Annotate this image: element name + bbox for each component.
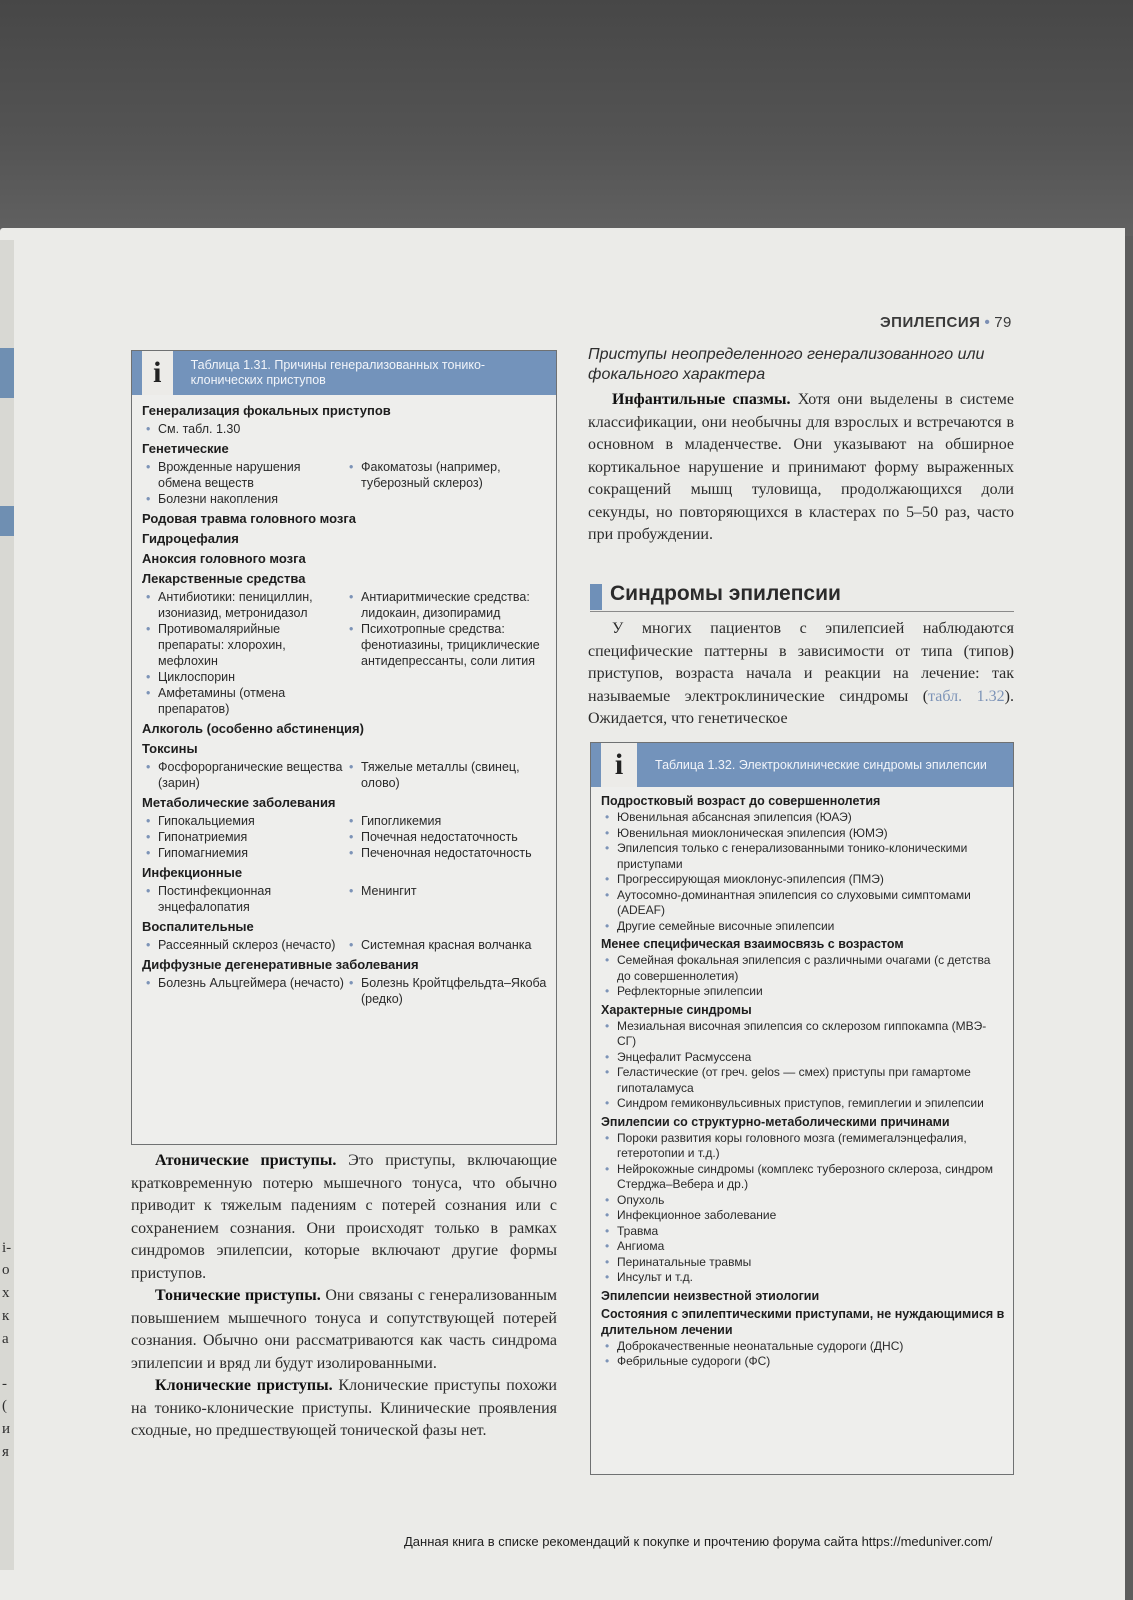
footer-note: Данная книга в списке рекомендаций к покупке и прочтению форума сайта https://meduniver.com/	[404, 1534, 993, 1549]
list-item: • Антибиотики: пенициллин, изониазид, метронидазол	[142, 589, 345, 621]
left-column	[142, 459, 345, 507]
list-item: • Гипогликемия	[345, 813, 548, 829]
table-group-items	[142, 459, 548, 507]
facing-page-letter: а	[2, 1331, 9, 1347]
table-group-heading: Родовая травма головного мозга	[142, 511, 356, 526]
list-item: • Энцефалит Расмуссена	[601, 1050, 1005, 1066]
table-group-items	[142, 759, 548, 791]
list-item: • Циклоспорин	[142, 669, 345, 685]
list-item: • Гипокальциемия	[142, 813, 345, 829]
paragraph-lead: Инфантильные спазмы.	[612, 391, 791, 408]
table-group-items	[142, 937, 548, 953]
list-item: • Нейрокожные синдромы (комплекс туберозного склероза, синдром Стерджа–Вебера и др.)	[601, 1162, 1005, 1193]
subsection-heading: Приступы неопределенного генерализованного или фокального характера	[588, 346, 985, 383]
table-group-items	[142, 813, 548, 861]
table-body	[132, 395, 556, 1016]
left-column	[142, 975, 345, 1007]
list-item: • Печеночная недостаточность	[345, 845, 548, 861]
right-column	[345, 975, 548, 1007]
table-group-heading: Состояния с эпилептическими приступами, не нуждающимися в длительном лечении	[601, 1306, 1005, 1337]
paragraph-lead: Тонические приступы.	[155, 1287, 321, 1304]
paragraph	[588, 389, 1014, 547]
facing-page-box	[0, 348, 14, 398]
list-item: • Мезиальная височная эпилепсия со склерозом гиппокампа (МВЭ-СГ)	[601, 1019, 1005, 1050]
list-item: • Геластические (от греч. gelos — смех) приступы при гамартоме гипоталамуса	[601, 1065, 1005, 1096]
paragraph	[131, 1375, 557, 1443]
left-column	[142, 883, 345, 915]
list-item: • Ангиома	[601, 1239, 1005, 1255]
list-item: • Болезни накопления	[142, 491, 345, 507]
left-column	[142, 759, 345, 791]
paragraph-text: У многих пациентов с эпилепсией наблюдаются специфические паттерны в зависимости от типа (типов) приступов, возраста начала и реакции на лечение: так называемые электроклинические синдромы (	[588, 620, 1014, 705]
bullet-icon: •	[984, 314, 991, 331]
list-item: • Инфекционное заболевание	[601, 1208, 1005, 1224]
table-1-31	[131, 350, 557, 1145]
list-item: • Факоматозы (например, туберозный склероз)	[345, 459, 548, 491]
running-head-section: ЭПИЛЕПСИЯ	[880, 314, 981, 331]
list-item: • Фебрильные судороги (ФС)	[601, 1354, 1005, 1370]
list-item: • Врожденные нарушения обмена веществ	[142, 459, 345, 491]
facing-page-letter: я	[2, 1444, 9, 1460]
table-group-heading: Метаболические заболевания	[142, 795, 336, 810]
table-group-heading: Аноксия головного мозга	[142, 551, 306, 566]
list-item: • Менингит	[345, 883, 548, 899]
facing-page-box	[0, 506, 14, 536]
table-group-heading: Воспалительные	[142, 919, 254, 934]
list-item: • Болезнь Альцгеймера (нечасто)	[142, 975, 345, 991]
list-item: • Психотропные средства: фенотиазины, трициклические антидепрессанты, соли лития	[345, 621, 548, 669]
right-column	[345, 813, 548, 861]
table-group-heading: Эпилепсии неизвестной этиологии	[601, 1288, 820, 1303]
info-icon: i	[142, 351, 173, 395]
paragraph	[588, 618, 1014, 731]
table-reference: табл. 1.32	[928, 687, 1005, 705]
list-item: • Инсульт и т.д.	[601, 1270, 1005, 1286]
table-header	[591, 743, 1013, 787]
list-item: • Другие семейные височные эпилепсии	[601, 919, 1005, 935]
facing-page-letter: -	[2, 1376, 7, 1392]
list-item: • См. табл. 1.30	[142, 421, 345, 437]
list-item: • Пороки развития коры головного мозга (гемимегалэнцефалия, гетеротопии и т.д.)	[601, 1131, 1005, 1162]
list-item: • Системная красная волчанка	[345, 937, 548, 953]
table-group-heading: Подростковый возраст до совершеннолетия	[601, 794, 881, 808]
paragraph-text: Клонические приступы похожи на тонико-клонические приступы. Клинические проявления сходные, но предшествующей тонической фазы нет.	[131, 1377, 557, 1439]
facing-page-letter: х	[2, 1285, 10, 1301]
table-group-items	[142, 883, 548, 915]
list-item: • Ювенильная абсансная эпилепсия (ЮАЭ)	[601, 810, 1005, 826]
table-group-heading: Инфекционные	[142, 865, 243, 880]
facing-page-letter: к	[2, 1308, 10, 1324]
table-group-items	[142, 975, 548, 1007]
paragraph	[131, 1285, 557, 1375]
left-column	[142, 813, 345, 861]
list-item: • Синдром гемиконвульсивных приступов, гемиплегии и эпилепсии	[601, 1096, 1005, 1112]
table-group-heading: Диффузные дегенеративные заболевания	[142, 957, 419, 972]
facing-page-letter: о	[2, 1262, 10, 1278]
right-column-text-2	[588, 618, 1014, 731]
table-group-heading: Токсины	[142, 741, 198, 756]
table-group-heading: Генетические	[142, 441, 229, 456]
list-item: • Рефлекторные эпилепсии	[601, 984, 1005, 1000]
info-icon: i	[601, 743, 637, 787]
facing-page-letter: (	[2, 1398, 7, 1414]
list-item: • Аутосомно-доминантная эпилепсия со слуховыми симптомами (ADEAF)	[601, 888, 1005, 919]
paragraph	[131, 1150, 557, 1285]
list-item: • Доброкачественные неонатальные судороги (ДНС)	[601, 1339, 1005, 1355]
section-heading-text: Синдромы эпилепсии	[610, 582, 841, 605]
facing-page-edge	[0, 240, 14, 1570]
list-item: • Болезнь Кройтцфельдта–Якоба (редко)	[345, 975, 548, 1007]
table-header	[132, 351, 556, 395]
table-title: Таблица 1.31. Причины генерализованных тонико-клонических приступов	[190, 358, 486, 387]
list-item: • Травма	[601, 1224, 1005, 1240]
left-column	[142, 937, 345, 953]
paragraph-text: Это приступы, включающие кратковременную потерю мышечного тонуса, что обычно приводит к тяжелым падениям с потерей сознания или с сохранением сознания. Они происходят только в рамках синдромов эпилепсии, которые включают другие формы приступов.	[131, 1152, 558, 1282]
list-item: • Эпилепсия только с генерализованными тонико-клоническими приступами	[601, 841, 1005, 872]
list-item: • Антиаритмические средства: лидокаин, дизопирамид	[345, 589, 548, 621]
table-group-items	[142, 589, 548, 717]
table-group-heading: Алкоголь (особенно абстиненция)	[142, 721, 364, 736]
table-group-items	[142, 421, 548, 437]
list-item: • Семейная фокальная эпилепсия с различными очагами (с детства до совершеннолетия)	[601, 953, 1005, 984]
heading-bar	[590, 584, 602, 610]
facing-page-letter: и	[2, 1421, 11, 1437]
page-number: 79	[994, 314, 1012, 331]
list-item: • Ювенильная миоклоническая эпилепсия (ЮМЭ)	[601, 826, 1005, 842]
right-column	[345, 759, 548, 791]
right-column	[345, 459, 548, 507]
scan-dark-top	[0, 0, 1133, 236]
right-column	[345, 937, 548, 953]
right-column-text	[588, 389, 1014, 547]
paragraph-lead: Клонические приступы.	[155, 1377, 333, 1394]
paragraph-lead: Атонические приступы.	[155, 1152, 337, 1169]
list-item: • Постинфекционная энцефалопатия	[142, 883, 345, 915]
table-group-heading: Гидроцефалия	[142, 531, 239, 546]
list-item: • Гипомагниемия	[142, 845, 345, 861]
paragraph-text: ). Ожидается, что генетическое	[588, 687, 1014, 727]
table-group-heading: Эпилепсии со структурно-метаболическими причинами	[601, 1114, 950, 1129]
table-group-heading: Характерные синдромы	[601, 1002, 752, 1017]
left-column	[142, 589, 345, 717]
list-item: • Фосфорорганические вещества (зарин)	[142, 759, 345, 791]
left-column-text	[131, 1150, 557, 1443]
right-column	[345, 421, 548, 437]
list-item: • Тяжелые металлы (свинец, олово)	[345, 759, 548, 791]
left-column	[142, 421, 345, 437]
list-item: • Гипонатриемия	[142, 829, 345, 845]
table-group-heading: Менее специфическая взаимосвязь с возрастом	[601, 937, 904, 951]
table-title: Таблица 1.32. Электроклинические синдромы эпилепсии	[655, 757, 987, 772]
list-item: • Прогрессирующая миоклонус-эпилепсия (ПМЭ)	[601, 872, 1005, 888]
facing-page-letter: і-	[2, 1240, 12, 1256]
paragraph-text: Они связаны с генерализованным повышением мышечного тонуса и сопутствующей потерей сознания. Обычно они рассматриваются как часть синдрома эпилепсии и вряд ли будут изолированными.	[131, 1287, 557, 1372]
table-group-heading: Генерализация фокальных приступов	[142, 403, 391, 418]
right-column	[345, 883, 548, 915]
list-item: • Опухоль	[601, 1193, 1005, 1209]
right-column	[345, 589, 548, 717]
list-item: • Рассеянный склероз (нечасто)	[142, 937, 345, 953]
table-body	[591, 787, 1013, 1376]
running-head	[880, 314, 1012, 331]
table-group-heading: Лекарственные средства	[142, 571, 306, 586]
list-item: • Противомалярийные препараты: хлорохин, мефлохин	[142, 621, 345, 669]
section-heading	[590, 581, 1014, 612]
list-item: • Почечная недостаточность	[345, 829, 548, 845]
list-item: • Перинатальные травмы	[601, 1255, 1005, 1271]
list-item: • Амфетамины (отмена препаратов)	[142, 685, 345, 717]
paragraph-text: Хотя они выделены в системе классификации, они необычны для взрослых и встречаются в основном в младенчестве. Они указывают на обширное кортикальное нарушение и принимают форму выраженных сокращений мышц туловища, продолжающихся доли секунды, но повторяющихся в кластерах по 5–50 раз, часто при пробуждении.	[588, 391, 1014, 543]
table-1-32	[590, 742, 1014, 1475]
